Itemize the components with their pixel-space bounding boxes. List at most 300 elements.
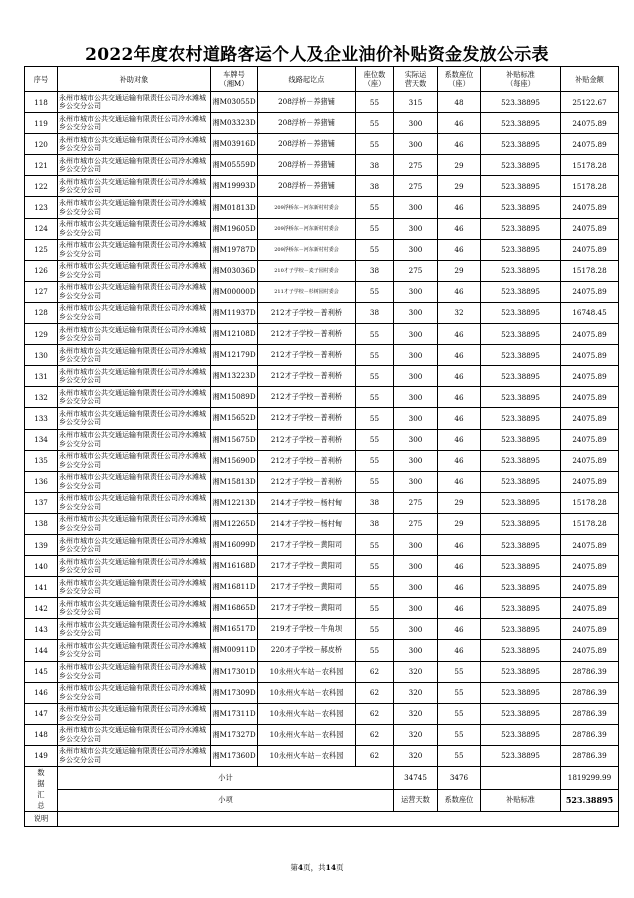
cell-no: 126	[25, 260, 58, 281]
table-row	[25, 556, 619, 577]
cell-coef: 46	[438, 450, 481, 471]
item-row	[25, 789, 619, 812]
cell-amount: 24075.89	[561, 345, 619, 366]
cell-unit: 永州市城市公共交通运输有限责任公司冷水滩城乡公交分公司	[58, 556, 211, 577]
cell-seats: 55	[356, 471, 394, 492]
cell-seats: 62	[356, 682, 394, 703]
cell-route: 208浮桥－养猪铺	[258, 92, 356, 113]
cell-plate: 湘M17327D	[211, 724, 258, 745]
cell-plate: 湘M01813D	[211, 197, 258, 218]
cell-route: 10永州火车站－农科园	[258, 745, 356, 766]
cell-unit: 永州市城市公共交通运输有限责任公司冷水滩城乡公交分公司	[58, 703, 211, 724]
cell-no: 129	[25, 324, 58, 345]
cell-no: 135	[25, 450, 58, 471]
header-plate: 车牌号 （湘M）	[211, 67, 258, 92]
cell-no: 140	[25, 556, 58, 577]
cell-route: 212才子学校－普利桥	[258, 302, 356, 323]
table-row	[25, 366, 619, 387]
cell-seats: 55	[356, 556, 394, 577]
table-row	[25, 281, 619, 302]
header-days: 实际运 营天数	[394, 67, 438, 92]
cell-coef: 46	[438, 429, 481, 450]
cell-amount: 16748.45	[561, 302, 619, 323]
cell-unit: 永州市城市公共交通运输有限责任公司冷水滩城乡公交分公司	[58, 640, 211, 661]
cell-coef: 29	[438, 260, 481, 281]
cell-days: 300	[394, 324, 438, 345]
cell-unit: 永州市城市公共交通运输有限责任公司冷水滩城乡公交分公司	[58, 324, 211, 345]
header-row	[25, 67, 619, 92]
table-row	[25, 429, 619, 450]
cell-coef: 46	[438, 366, 481, 387]
cell-seats: 55	[356, 619, 394, 640]
cell-seats: 55	[356, 134, 394, 155]
cell-std: 523.38895	[481, 408, 561, 429]
cell-route: 208浮桥－养猪铺	[258, 155, 356, 176]
cell-plate: 湘M15675D	[211, 429, 258, 450]
table-row	[25, 745, 619, 766]
cell-no: 134	[25, 429, 58, 450]
cell-days: 300	[394, 302, 438, 323]
table-row	[25, 703, 619, 724]
cell-plate: 湘M15813D	[211, 471, 258, 492]
cell-days: 315	[394, 92, 438, 113]
note-row	[25, 812, 619, 827]
cell-amount: 24075.89	[561, 324, 619, 345]
cell-plate: 湘M13223D	[211, 366, 258, 387]
cell-plate: 湘M16099D	[211, 534, 258, 555]
cell-unit: 永州市城市公共交通运输有限责任公司冷水滩城乡公交分公司	[58, 682, 211, 703]
subtotal-days: 34745	[394, 767, 438, 790]
cell-seats: 55	[356, 534, 394, 555]
cell-route: 10永州火车站－农科园	[258, 724, 356, 745]
cell-coef: 46	[438, 239, 481, 260]
cell-unit: 永州市城市公共交通运输有限责任公司冷水滩城乡公交分公司	[58, 113, 211, 134]
cell-no: 133	[25, 408, 58, 429]
cell-amount: 24075.89	[561, 239, 619, 260]
cell-route: 217才子学校－黄阳司	[258, 598, 356, 619]
cell-days: 300	[394, 281, 438, 302]
cell-days: 275	[394, 176, 438, 197]
cell-amount: 28786.39	[561, 745, 619, 766]
cell-amount: 28786.39	[561, 703, 619, 724]
cell-no: 119	[25, 113, 58, 134]
cell-days: 300	[394, 577, 438, 598]
cell-std: 523.38895	[481, 471, 561, 492]
cell-seats: 55	[356, 92, 394, 113]
cell-std: 523.38895	[481, 661, 561, 682]
cell-std: 523.38895	[481, 598, 561, 619]
cell-days: 300	[394, 218, 438, 239]
cell-plate: 湘M03323D	[211, 113, 258, 134]
cell-unit: 永州市城市公共交通运输有限责任公司冷水滩城乡公交分公司	[58, 197, 211, 218]
cell-days: 300	[394, 471, 438, 492]
cell-amount: 24075.89	[561, 471, 619, 492]
cell-plate: 湘M03916D	[211, 134, 258, 155]
cell-coef: 46	[438, 197, 481, 218]
cell-route: 214才子学校－杨村甸	[258, 513, 356, 534]
cell-seats: 38	[356, 492, 394, 513]
cell-route: 10永州火车站－农科园	[258, 661, 356, 682]
cell-route: 212才子学校－普利桥	[258, 387, 356, 408]
cell-amount: 15178.28	[561, 492, 619, 513]
cell-coef: 46	[438, 471, 481, 492]
cell-plate: 湘M16168D	[211, 556, 258, 577]
cell-days: 275	[394, 492, 438, 513]
cell-plate: 湘M12108D	[211, 324, 258, 345]
cell-unit: 永州市城市公共交通运输有限责任公司冷水滩城乡公交分公司	[58, 408, 211, 429]
cell-plate: 湘M15690D	[211, 450, 258, 471]
table-row	[25, 661, 619, 682]
cell-route: 208浮桥－养猪铺	[258, 176, 356, 197]
table-row	[25, 724, 619, 745]
cell-seats: 62	[356, 745, 394, 766]
cell-amount: 24075.89	[561, 556, 619, 577]
cell-plate: 湘M12265D	[211, 513, 258, 534]
cell-std: 523.38895	[481, 724, 561, 745]
table-row	[25, 92, 619, 113]
cell-route: 212才子学校－普利桥	[258, 408, 356, 429]
cell-seats: 38	[356, 176, 394, 197]
cell-no: 125	[25, 239, 58, 260]
cell-no: 149	[25, 745, 58, 766]
cell-amount: 24075.89	[561, 534, 619, 555]
cell-plate: 湘M17301D	[211, 661, 258, 682]
table-row	[25, 239, 619, 260]
cell-unit: 永州市城市公共交通运输有限责任公司冷水滩城乡公交分公司	[58, 619, 211, 640]
cell-unit: 永州市城市公共交通运输有限责任公司冷水滩城乡公交分公司	[58, 345, 211, 366]
cell-unit: 永州市城市公共交通运输有限责任公司冷水滩城乡公交分公司	[58, 724, 211, 745]
cell-route: 209浮桥东－河东新村村委会	[258, 197, 356, 218]
table-row	[25, 260, 619, 281]
cell-route: 209浮桥东－河东新村村委会	[258, 218, 356, 239]
cell-seats: 38	[356, 302, 394, 323]
cell-days: 300	[394, 366, 438, 387]
cell-coef: 29	[438, 513, 481, 534]
cell-plate: 湘M16517D	[211, 619, 258, 640]
header-no: 序号	[25, 67, 58, 92]
cell-std: 523.38895	[481, 429, 561, 450]
cell-coef: 46	[438, 134, 481, 155]
cell-no: 124	[25, 218, 58, 239]
cell-days: 300	[394, 619, 438, 640]
cell-seats: 55	[356, 345, 394, 366]
cell-seats: 38	[356, 513, 394, 534]
item-std-label: 补贴标准	[481, 789, 561, 812]
cell-route: 212才子学校－普利桥	[258, 324, 356, 345]
cell-no: 130	[25, 345, 58, 366]
cell-amount: 24075.89	[561, 387, 619, 408]
cell-coef: 46	[438, 387, 481, 408]
cell-std: 523.38895	[481, 92, 561, 113]
table-row	[25, 598, 619, 619]
cell-no: 145	[25, 661, 58, 682]
cell-days: 320	[394, 661, 438, 682]
cell-plate: 湘M15089D	[211, 387, 258, 408]
cell-coef: 46	[438, 324, 481, 345]
cell-amount: 24075.89	[561, 281, 619, 302]
table-row	[25, 471, 619, 492]
cell-plate: 湘M17311D	[211, 703, 258, 724]
cell-std: 523.38895	[481, 197, 561, 218]
cell-days: 300	[394, 239, 438, 260]
cell-unit: 永州市城市公共交通运输有限责任公司冷水滩城乡公交分公司	[58, 302, 211, 323]
cell-coef: 29	[438, 176, 481, 197]
cell-plate: 湘M19787D	[211, 239, 258, 260]
cell-days: 300	[394, 556, 438, 577]
cell-unit: 永州市城市公共交通运输有限责任公司冷水滩城乡公交分公司	[58, 577, 211, 598]
cell-coef: 46	[438, 598, 481, 619]
header-route: 线路起讫点	[258, 67, 356, 92]
cell-amount: 24075.89	[561, 197, 619, 218]
cell-std: 523.38895	[481, 345, 561, 366]
table-row	[25, 197, 619, 218]
cell-amount: 24075.89	[561, 577, 619, 598]
cell-seats: 55	[356, 197, 394, 218]
cell-amount: 24075.89	[561, 218, 619, 239]
table-row	[25, 324, 619, 345]
cell-plate: 湘M17309D	[211, 682, 258, 703]
cell-no: 148	[25, 724, 58, 745]
cell-seats: 55	[356, 324, 394, 345]
cell-coef: 46	[438, 345, 481, 366]
cell-std: 523.38895	[481, 534, 561, 555]
cell-coef: 46	[438, 556, 481, 577]
cell-days: 300	[394, 134, 438, 155]
cell-route: 217才子学校－黄阳司	[258, 577, 356, 598]
cell-amount: 15178.28	[561, 260, 619, 281]
cell-days: 300	[394, 450, 438, 471]
cell-route: 209浮桥东－河东新村村委会	[258, 239, 356, 260]
cell-no: 141	[25, 577, 58, 598]
header-amount: 补贴金额	[561, 67, 619, 92]
subtotal-empty	[481, 767, 561, 790]
cell-std: 523.38895	[481, 176, 561, 197]
table-row	[25, 408, 619, 429]
cell-std: 523.38895	[481, 556, 561, 577]
cell-unit: 永州市城市公共交通运输有限责任公司冷水滩城乡公交分公司	[58, 429, 211, 450]
item-std-value: 523.38895	[561, 789, 619, 812]
cell-seats: 38	[356, 155, 394, 176]
cell-plate: 湘M03055D	[211, 92, 258, 113]
cell-amount: 24075.89	[561, 429, 619, 450]
cell-plate: 湘M17360D	[211, 745, 258, 766]
cell-amount: 24075.89	[561, 366, 619, 387]
table-row	[25, 619, 619, 640]
cell-amount: 24075.89	[561, 640, 619, 661]
cell-route: 212才子学校－普利桥	[258, 366, 356, 387]
cell-std: 523.38895	[481, 450, 561, 471]
cell-unit: 永州市城市公共交通运输有限责任公司冷水滩城乡公交分公司	[58, 176, 211, 197]
cell-coef: 46	[438, 113, 481, 134]
cell-days: 300	[394, 598, 438, 619]
cell-unit: 永州市城市公共交通运输有限责任公司冷水滩城乡公交分公司	[58, 218, 211, 239]
cell-unit: 永州市城市公共交通运输有限责任公司冷水滩城乡公交分公司	[58, 260, 211, 281]
cell-plate: 湘M19605D	[211, 218, 258, 239]
cell-coef: 55	[438, 703, 481, 724]
cell-no: 147	[25, 703, 58, 724]
cell-route: 212才子学校－普利桥	[258, 345, 356, 366]
cell-seats: 38	[356, 260, 394, 281]
cell-std: 523.38895	[481, 366, 561, 387]
table-row	[25, 345, 619, 366]
cell-no: 143	[25, 619, 58, 640]
cell-coef: 46	[438, 619, 481, 640]
cell-std: 523.38895	[481, 155, 561, 176]
cell-route: 220才子学校－郝皮桥	[258, 640, 356, 661]
note-label: 说明	[25, 812, 58, 827]
cell-days: 300	[394, 113, 438, 134]
cell-no: 142	[25, 598, 58, 619]
cell-coef: 46	[438, 218, 481, 239]
cell-route: 212才子学校－普利桥	[258, 429, 356, 450]
subtotal-row	[25, 767, 619, 790]
cell-std: 523.38895	[481, 239, 561, 260]
cell-days: 300	[394, 197, 438, 218]
cell-std: 523.38895	[481, 513, 561, 534]
cell-coef: 29	[438, 492, 481, 513]
cell-route: 219才子学校－牛角坝	[258, 619, 356, 640]
cell-plate: 湘M00000D	[211, 281, 258, 302]
subtotal-amount: 1819299.99	[561, 767, 619, 790]
cell-days: 275	[394, 260, 438, 281]
item-coef-label: 系数座位	[438, 789, 481, 812]
cell-route: 212才子学校－普利桥	[258, 471, 356, 492]
table-row	[25, 134, 619, 155]
cell-no: 121	[25, 155, 58, 176]
cell-no: 122	[25, 176, 58, 197]
table-row	[25, 218, 619, 239]
cell-no: 118	[25, 92, 58, 113]
cell-plate: 湘M19993D	[211, 176, 258, 197]
cell-coef: 46	[438, 281, 481, 302]
cell-no: 120	[25, 134, 58, 155]
cell-no: 146	[25, 682, 58, 703]
item-label: 小项	[58, 789, 394, 812]
cell-amount: 24075.89	[561, 619, 619, 640]
cell-unit: 永州市城市公共交通运输有限责任公司冷水滩城乡公交分公司	[58, 155, 211, 176]
cell-unit: 永州市城市公共交通运输有限责任公司冷水滩城乡公交分公司	[58, 513, 211, 534]
cell-seats: 55	[356, 598, 394, 619]
cell-unit: 永州市城市公共交通运输有限责任公司冷水滩城乡公交分公司	[58, 745, 211, 766]
cell-seats: 62	[356, 703, 394, 724]
cell-seats: 55	[356, 577, 394, 598]
cell-coef: 32	[438, 302, 481, 323]
cell-seats: 55	[356, 281, 394, 302]
cell-amount: 28786.39	[561, 661, 619, 682]
note-content	[58, 812, 619, 827]
page-title: 2022年度农村道路客运个人及企业油价补贴资金发放公示表	[85, 45, 549, 65]
cell-seats: 55	[356, 408, 394, 429]
cell-days: 320	[394, 724, 438, 745]
cell-route: 10永州火车站－农科园	[258, 703, 356, 724]
cell-seats: 62	[356, 661, 394, 682]
cell-days: 300	[394, 408, 438, 429]
cell-coef: 46	[438, 577, 481, 598]
cell-unit: 永州市城市公共交通运输有限责任公司冷水滩城乡公交分公司	[58, 492, 211, 513]
cell-amount: 24075.89	[561, 113, 619, 134]
cell-days: 300	[394, 640, 438, 661]
cell-no: 128	[25, 302, 58, 323]
cell-std: 523.38895	[481, 745, 561, 766]
cell-days: 320	[394, 745, 438, 766]
cell-seats: 55	[356, 640, 394, 661]
cell-std: 523.38895	[481, 387, 561, 408]
cell-std: 523.38895	[481, 703, 561, 724]
cell-seats: 55	[356, 429, 394, 450]
cell-coef: 48	[438, 92, 481, 113]
cell-seats: 55	[356, 387, 394, 408]
cell-route: 210才子学校－麦子园村委会	[258, 260, 356, 281]
table-row	[25, 176, 619, 197]
cell-plate: 湘M11937D	[211, 302, 258, 323]
cell-coef: 29	[438, 155, 481, 176]
cell-amount: 24075.89	[561, 450, 619, 471]
cell-route: 211才子学校－杉树园村委会	[258, 281, 356, 302]
cell-amount: 25122.67	[561, 92, 619, 113]
table-row	[25, 534, 619, 555]
cell-coef: 55	[438, 724, 481, 745]
cell-plate: 湘M05559D	[211, 155, 258, 176]
cell-coef: 55	[438, 745, 481, 766]
cell-std: 523.38895	[481, 302, 561, 323]
table-row	[25, 302, 619, 323]
cell-route: 208浮桥－养猪铺	[258, 134, 356, 155]
subsidy-table	[24, 66, 619, 827]
table-row	[25, 113, 619, 134]
cell-std: 523.38895	[481, 113, 561, 134]
cell-unit: 永州市城市公共交通运输有限责任公司冷水滩城乡公交分公司	[58, 471, 211, 492]
cell-no: 136	[25, 471, 58, 492]
cell-coef: 46	[438, 640, 481, 661]
cell-coef: 55	[438, 682, 481, 703]
cell-no: 144	[25, 640, 58, 661]
cell-std: 523.38895	[481, 640, 561, 661]
cell-seats: 55	[356, 218, 394, 239]
header-coef: 系数座位 （座）	[438, 67, 481, 92]
cell-seats: 55	[356, 366, 394, 387]
table-row	[25, 682, 619, 703]
cell-plate: 湘M12179D	[211, 345, 258, 366]
table-row	[25, 450, 619, 471]
subtotal-coef: 3476	[438, 767, 481, 790]
cell-no: 123	[25, 197, 58, 218]
cell-plate: 湘M00911D	[211, 640, 258, 661]
cell-days: 300	[394, 345, 438, 366]
cell-unit: 永州市城市公共交通运输有限责任公司冷水滩城乡公交分公司	[58, 450, 211, 471]
cell-std: 523.38895	[481, 492, 561, 513]
cell-unit: 永州市城市公共交通运输有限责任公司冷水滩城乡公交分公司	[58, 387, 211, 408]
cell-plate: 湘M12213D	[211, 492, 258, 513]
cell-std: 523.38895	[481, 281, 561, 302]
cell-seats: 55	[356, 239, 394, 260]
cell-days: 300	[394, 429, 438, 450]
page-number: 4	[297, 863, 304, 872]
table-row	[25, 513, 619, 534]
cell-no: 138	[25, 513, 58, 534]
cell-amount: 15178.28	[561, 176, 619, 197]
cell-std: 523.38895	[481, 134, 561, 155]
cell-std: 523.38895	[481, 577, 561, 598]
header-unit: 补助对象	[58, 67, 211, 92]
cell-amount: 24075.89	[561, 408, 619, 429]
cell-days: 320	[394, 703, 438, 724]
cell-days: 300	[394, 534, 438, 555]
cell-days: 320	[394, 682, 438, 703]
cell-seats: 55	[356, 450, 394, 471]
summary-group-label: 数 据 汇 总	[25, 767, 58, 812]
cell-route: 208浮桥－养猪铺	[258, 113, 356, 134]
subtotal-label: 小计	[58, 767, 394, 790]
